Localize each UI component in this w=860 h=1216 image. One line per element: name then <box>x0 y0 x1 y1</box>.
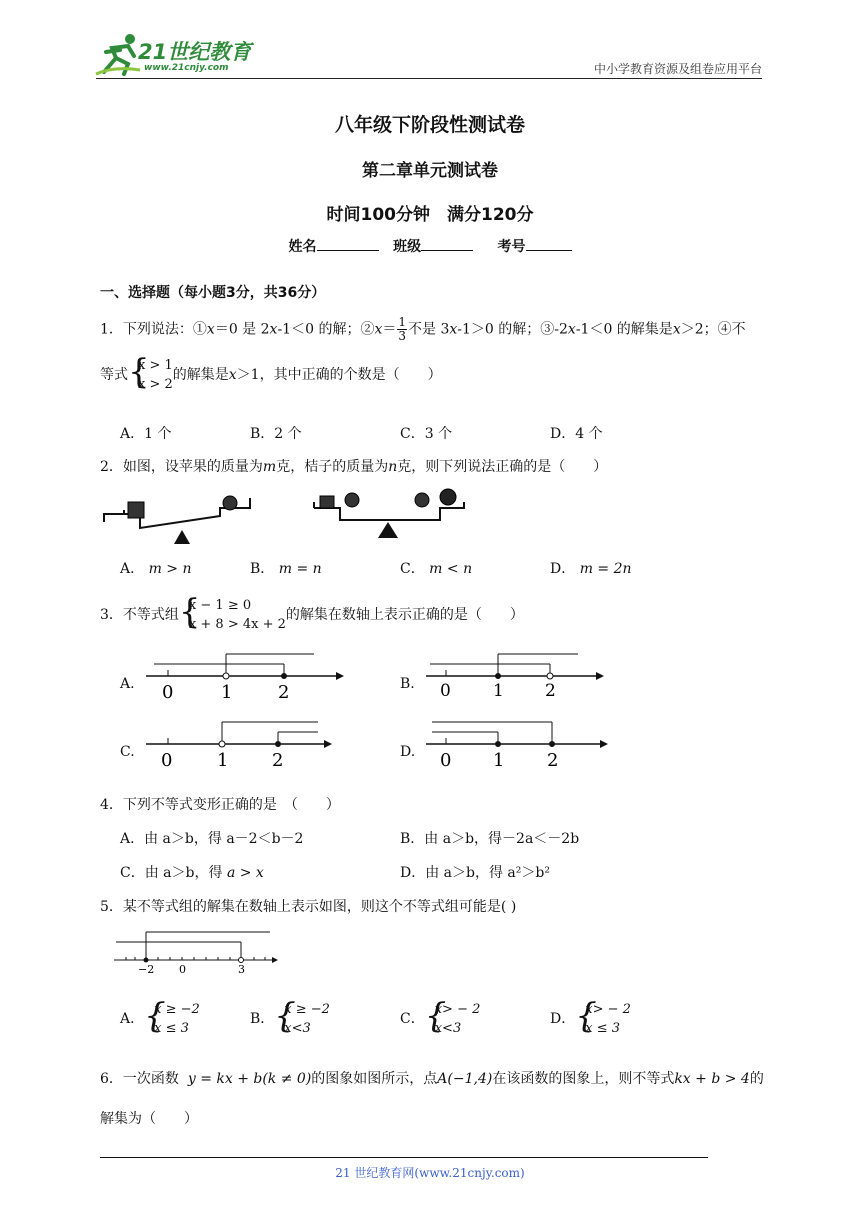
logo-text: 21世纪教育 <box>138 40 252 64</box>
tick-label: 2 <box>278 682 290 703</box>
box-icon <box>128 502 144 518</box>
footer-link[interactable]: 21 世纪教育网(www.21cnjy.com) <box>335 1166 525 1180</box>
tick-label: 0 <box>179 963 186 976</box>
tick-label: 3 <box>238 963 245 976</box>
q2-option-d[interactable]: D． m = 2n <box>550 561 632 577</box>
q4-option-a[interactable]: A．由 a＞b，得 a－2＜b－2 <box>120 831 304 847</box>
platform-name: 中小学教育资源及组卷应用平台 <box>593 62 762 76</box>
orange-icon <box>223 496 237 510</box>
apple-icon <box>440 489 456 505</box>
q2-option-c[interactable]: C． m < n <box>400 561 473 577</box>
inequality-system: { x − 1 ≥ 0 x + 8 > 4x + 2 <box>179 596 286 634</box>
question-1-line1: 1．下列说法：①x＝0 是 2x-1＜0 的解；②x＝ $\frac{1}{3}$ 不是 3x-1＞0 的解；③-2x-1＜0 的解集是x＞2；④不 <box>100 315 746 343</box>
q1-option-a[interactable]: A．1 个 <box>120 426 172 442</box>
fraction: $\frac{1}{3}$ <box>398 315 406 343</box>
logo <box>94 30 264 78</box>
tick-label: 0 <box>440 681 451 701</box>
tick-label: 2 <box>545 681 556 701</box>
tick-label: 0 <box>440 750 452 771</box>
fulcrum-icon <box>378 522 398 538</box>
q3-number-line-d <box>420 716 616 772</box>
inequality-system: { x > 1 x > 2 <box>128 356 173 394</box>
orange-icon <box>415 493 429 507</box>
balance-scale-left <box>104 496 250 544</box>
q3-option-d[interactable]: D. <box>400 744 416 760</box>
q2-option-b[interactable]: B． m = n <box>250 561 322 577</box>
number-label: 考号 <box>497 239 526 255</box>
q3-number-line-a <box>140 650 350 704</box>
q5-option-d[interactable]: D． { x> − 2 x ≤ 3 <box>550 1000 631 1038</box>
exam-subtitle: 第二章单元测试卷 <box>362 161 498 181</box>
q5-option-a[interactable]: A． { x ≥ −2 x ≤ 3 <box>120 1000 200 1038</box>
exam-time: 时间100分钟 满分120分 <box>326 205 534 225</box>
fulcrum-icon <box>174 530 190 544</box>
question-3: 3．不等式组 { x − 1 ≥ 0 x + 8 > 4x + 2 的解集在数轴上表示正确的是（ ） <box>100 596 524 634</box>
class-blank[interactable] <box>421 238 473 251</box>
balance-scale-right <box>314 489 464 538</box>
q1-option-c[interactable]: C．3 个 <box>400 426 453 442</box>
q4-option-c[interactable]: C．由 a＞b，得 a > x <box>120 865 264 881</box>
q3-number-line-b <box>420 650 610 704</box>
runner-logo-icon <box>94 30 142 76</box>
q3-option-c[interactable]: C. <box>120 744 135 760</box>
name-label: 姓名 <box>288 239 317 255</box>
question-2: 2．如图，设苹果的质量为m克，桔子的质量为n克，则下列说法正确的是（ ） <box>100 459 608 475</box>
exam-title: 八年级下阶段性测试卷 <box>334 114 525 136</box>
tick-label: 1 <box>217 750 229 771</box>
tick-label: 0 <box>161 750 173 771</box>
box-icon <box>320 496 334 508</box>
question-5: 5．某不等式组的解集在数轴上表示如图，则这个不等式组可能是( ) <box>100 899 517 915</box>
header-divider <box>96 78 762 79</box>
logo-url: www.21cnjy.com <box>144 63 229 73</box>
q5-option-c[interactable]: C． { x> − 2 x<3 <box>400 1000 480 1038</box>
q1-option-d[interactable]: D．4 个 <box>550 426 603 442</box>
name-blank[interactable] <box>317 238 379 251</box>
q5-number-line <box>110 926 282 976</box>
question-1-line2: 等式 { x > 1 x > 2 的解集是x＞1，其中正确的个数是（ ） <box>100 356 442 394</box>
q3-option-a[interactable]: A. <box>120 676 135 692</box>
tick-label: 2 <box>272 750 284 771</box>
class-label: 班级 <box>393 239 422 255</box>
footer-divider <box>100 1157 708 1158</box>
question-6-line2: 解集为（ ） <box>100 1111 198 1127</box>
q2-option-a[interactable]: A． m > n <box>120 561 192 577</box>
section-heading: 一、选择题（每小题3分，共36分） <box>100 285 326 301</box>
student-info <box>0 236 860 256</box>
q3-number-line-c <box>140 716 340 772</box>
tick-label: 2 <box>547 750 559 771</box>
question-6-line1: 6．一次函数 y = kx + b(k ≠ 0)的图象如图所示，点A(−1,4)在该函数的图象上，则不等式kx + b > 4的 <box>100 1071 764 1087</box>
question-4: 4．下列不等式变形正确的是 （ ） <box>100 797 340 813</box>
q4-option-d[interactable]: D．由 a＞b，得 a²＞b² <box>400 865 550 881</box>
apple-icon <box>345 493 359 507</box>
q3-option-b[interactable]: B. <box>400 676 415 692</box>
q1-option-b[interactable]: B．2 个 <box>250 426 302 442</box>
balance-scales-figure <box>100 486 480 548</box>
tick-label: 1 <box>221 682 233 703</box>
number-blank[interactable] <box>526 238 572 251</box>
q5-option-b[interactable]: B． { x ≥ −2 x<3 <box>250 1000 330 1038</box>
tick-label: −2 <box>138 963 155 976</box>
q4-option-b[interactable]: B．由 a＞b，得－2a＜－2b <box>400 831 580 847</box>
tick-label: 1 <box>493 681 504 701</box>
tick-label: 0 <box>162 682 174 703</box>
tick-label: 1 <box>493 750 505 771</box>
